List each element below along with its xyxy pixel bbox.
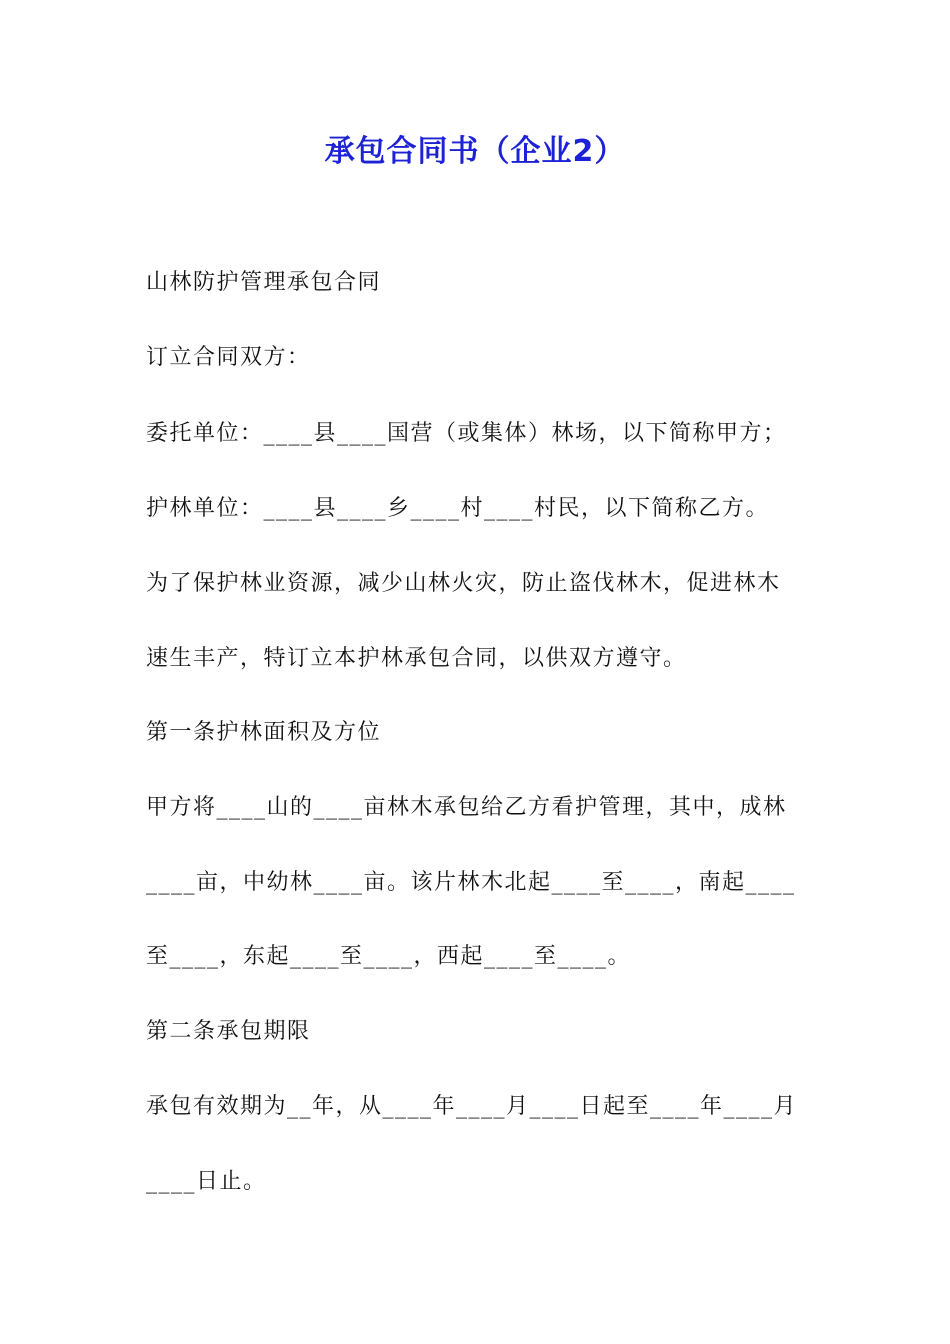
paragraph-line: ____日止。 bbox=[146, 1169, 267, 1194]
paragraph-line: 至____，东起____至____，西起____至____。 bbox=[146, 944, 632, 969]
paragraph-line: 订立合同双方： bbox=[146, 345, 311, 370]
paragraph-line: 护林单位：____县____乡____村____村民，以下简称乙方。 bbox=[146, 496, 770, 521]
paragraph-line: ____亩，中幼林____亩。该片林木北起____至____，南起____ bbox=[146, 870, 796, 895]
paragraph-line: 速生丰产，特订立本护林承包合同，以供双方遵守。 bbox=[146, 646, 687, 671]
paragraph-line: 山林防护管理承包合同 bbox=[146, 270, 382, 295]
section-heading: 第二条承包期限 bbox=[146, 1019, 311, 1044]
document-title: 承包合同书（企业2） bbox=[324, 134, 626, 169]
paragraph-line: 甲方将____山的____亩林木承包给乙方看护管理，其中，成林 bbox=[146, 795, 787, 820]
paragraph-line: 为了保护林业资源，减少山林火灾，防止盗伐林木，促进林木 bbox=[146, 571, 781, 596]
paragraph-line: 承包有效期为__年，从____年____月____日起至____年____月 bbox=[146, 1094, 798, 1119]
paragraph-line: 委托单位：____县____国营（或集体）林场，以下简称甲方； bbox=[146, 421, 787, 446]
section-heading: 第一条护林面积及方位 bbox=[146, 720, 382, 745]
